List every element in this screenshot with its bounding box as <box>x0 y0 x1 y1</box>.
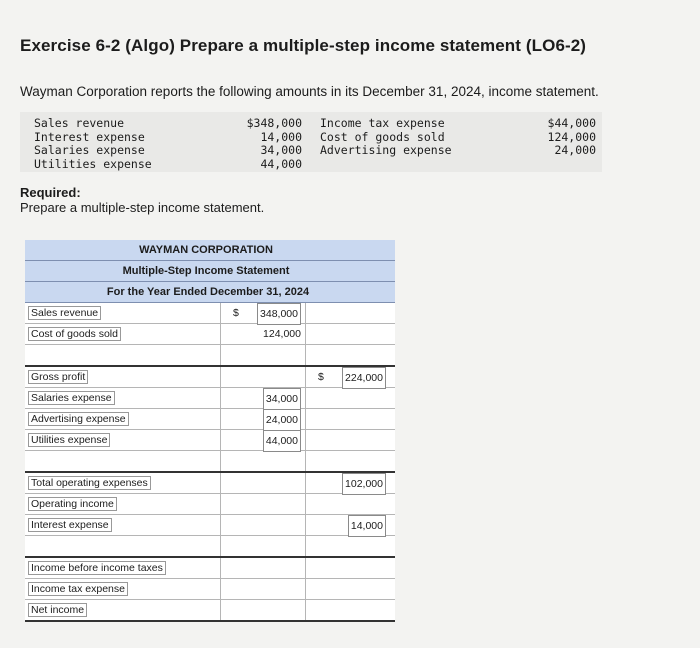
amount-input-a[interactable] <box>221 494 306 514</box>
amount-input-b[interactable] <box>306 536 390 556</box>
currency-sign: $ <box>318 371 324 383</box>
table-row <box>25 600 395 622</box>
table-row <box>25 430 395 451</box>
given-label: Income tax expense <box>320 116 445 130</box>
amount-input-b[interactable] <box>306 345 390 365</box>
amount-value: 44,000 <box>263 430 301 452</box>
exercise-title: Exercise 6-2 (Algo) Prepare a multiple-step income statement (LO6-2) <box>20 36 587 55</box>
row-label-input[interactable] <box>25 388 221 408</box>
row-label-input[interactable] <box>25 494 221 514</box>
row-label-input[interactable] <box>25 558 221 578</box>
currency-sign: $ <box>233 307 239 319</box>
required-label: Required: <box>20 185 81 200</box>
row-label-input[interactable] <box>25 536 221 556</box>
amount-input-a[interactable] <box>221 579 306 599</box>
row-label-text: Gross profit <box>28 370 88 384</box>
amount-input-b[interactable] <box>306 409 390 429</box>
amount-input-a[interactable] <box>221 558 306 578</box>
row-label-text: Utilities expense <box>28 433 110 447</box>
table-row <box>25 303 395 324</box>
row-label-input[interactable] <box>25 409 221 429</box>
given-value: 124,000 <box>547 129 596 144</box>
row-label-text: Net income <box>28 603 87 617</box>
given-label: Sales revenue <box>34 116 125 130</box>
table-row <box>25 388 395 409</box>
amount-input-b[interactable] <box>306 579 390 599</box>
given-value: 14,000 <box>260 129 302 144</box>
amount-input-b[interactable] <box>306 473 390 493</box>
statement-period <box>25 282 395 303</box>
company-name: WAYMAN CORPORATION <box>139 244 273 256</box>
row-label-input[interactable] <box>25 451 221 471</box>
row-label-text: Sales revenue <box>28 306 101 320</box>
row-label-input[interactable] <box>25 324 221 344</box>
given-value: 24,000 <box>554 143 596 158</box>
amount-input-b[interactable] <box>306 515 390 535</box>
amount-input-a[interactable] <box>221 600 306 620</box>
given-label: Utilities expense <box>34 156 152 171</box>
amount-input-b[interactable] <box>306 388 390 408</box>
period-text: For the Year Ended December 31, 2024 <box>106 286 310 298</box>
given-right-values <box>540 117 596 158</box>
row-label-text: Total operating expenses <box>28 476 151 490</box>
amount-input-a[interactable] <box>221 388 306 408</box>
given-label: Advertising expense <box>320 143 452 158</box>
row-label-text: Interest expense <box>28 518 112 532</box>
amount-value: 224,000 <box>342 367 386 389</box>
amount-input-a[interactable] <box>221 303 306 323</box>
table-row <box>25 409 395 430</box>
table-row <box>25 515 395 536</box>
income-statement-table <box>25 240 395 622</box>
table-row <box>25 579 395 600</box>
amount-input-b[interactable] <box>306 451 390 471</box>
table-row <box>25 558 395 579</box>
amount-input-a[interactable] <box>221 409 306 429</box>
table-row <box>25 536 395 558</box>
amount-input-b[interactable] <box>306 303 390 323</box>
intro-text: Wayman Corporation reports the following amounts in its December 31, 2024, income statement. <box>20 84 599 99</box>
row-label-input[interactable] <box>25 430 221 450</box>
amount-input-b[interactable] <box>306 558 390 578</box>
amount-input-a[interactable] <box>221 515 306 535</box>
given-label: Salaries expense <box>34 143 145 158</box>
row-label-input[interactable] <box>25 515 221 535</box>
row-label-input[interactable] <box>25 579 221 599</box>
statement-name <box>25 261 395 282</box>
amount-input-a[interactable] <box>221 345 306 365</box>
row-label-input[interactable] <box>25 345 221 365</box>
row-label-text: Cost of goods sold <box>28 327 121 341</box>
given-value: 44,000 <box>260 156 302 171</box>
given-label: Interest expense <box>34 129 145 144</box>
amount-value: 34,000 <box>263 388 301 410</box>
amount-value: 348,000 <box>257 303 301 325</box>
amount-input-a[interactable] <box>221 367 306 387</box>
amount-input-b[interactable] <box>306 494 390 514</box>
table-row <box>25 473 395 494</box>
row-label-input[interactable] <box>25 600 221 620</box>
amount-input-a[interactable] <box>221 451 306 471</box>
given-value: $44,000 <box>547 116 596 130</box>
row-label-input[interactable] <box>25 367 221 387</box>
row-label-input[interactable] <box>25 303 221 323</box>
amount-input-a[interactable] <box>221 324 306 344</box>
amount-input-a[interactable] <box>221 430 306 450</box>
amount-input-b[interactable] <box>306 600 390 620</box>
amount-value: 14,000 <box>348 515 386 537</box>
statement-company <box>25 240 395 261</box>
row-label-text: Income before income taxes <box>28 561 166 575</box>
table-row <box>25 494 395 515</box>
amount-input-b[interactable] <box>306 324 390 344</box>
table-row <box>25 345 395 367</box>
amount-input-a[interactable] <box>221 536 306 556</box>
given-label: Cost of goods sold <box>320 129 445 144</box>
given-amounts-block <box>20 112 602 172</box>
given-value: $348,000 <box>246 116 302 130</box>
amount-value: 124,000 <box>263 328 301 340</box>
amount-input-b[interactable] <box>306 367 390 387</box>
row-label-text: Operating income <box>28 497 117 511</box>
required-section <box>20 185 264 215</box>
amount-input-a[interactable] <box>221 473 306 493</box>
row-label-input[interactable] <box>25 473 221 493</box>
row-label-text: Advertising expense <box>28 412 129 426</box>
row-label-text: Salaries expense <box>28 391 115 405</box>
row-label-text: Income tax expense <box>28 582 128 596</box>
required-text: Prepare a multiple-step income statement. <box>20 200 265 215</box>
amount-value: 24,000 <box>263 409 301 431</box>
table-row <box>25 324 395 345</box>
given-right-labels <box>320 117 452 158</box>
amount-value: 102,000 <box>342 473 386 495</box>
given-value: 34,000 <box>260 143 302 158</box>
table-row <box>25 451 395 473</box>
table-row <box>25 367 395 388</box>
amount-input-b[interactable] <box>306 430 390 450</box>
given-left-values <box>242 117 302 171</box>
statement-title: Multiple-Step Income Statement <box>122 265 290 277</box>
given-left-labels <box>34 117 152 171</box>
